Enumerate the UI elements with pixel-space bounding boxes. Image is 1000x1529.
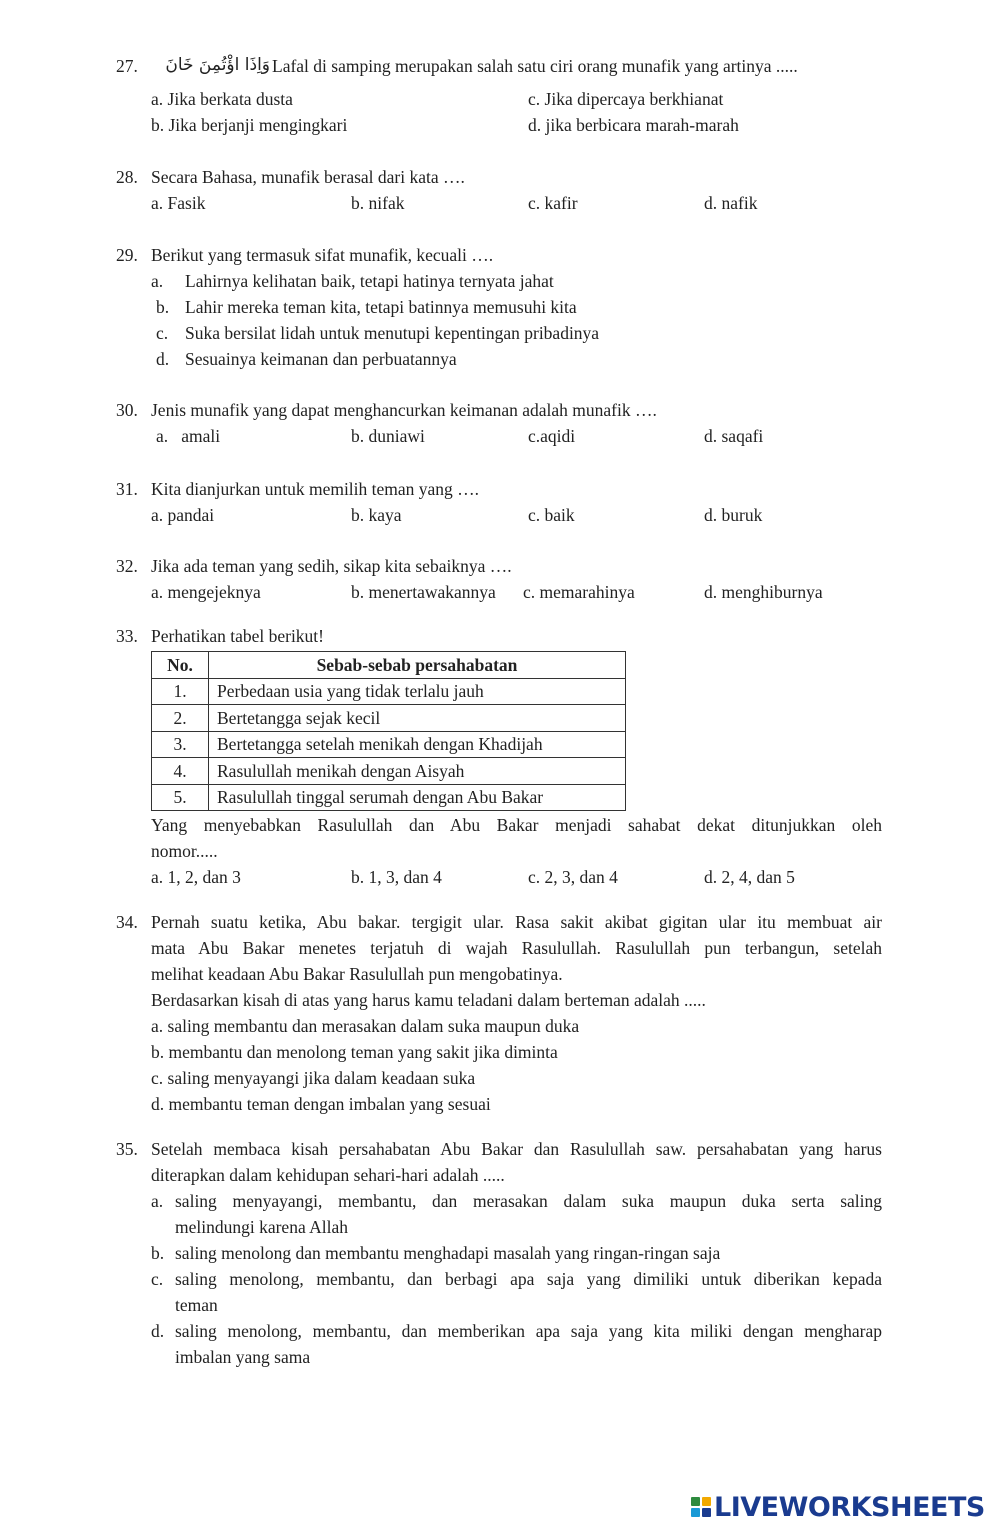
q28-stem: Secara Bahasa, munafik berasal dari kata ….	[151, 167, 465, 187]
q35-option-b-letter: b.	[151, 1243, 165, 1263]
table-header-reason: Sebab-sebab persahabatan	[209, 652, 626, 679]
q34-number: 34.	[116, 912, 138, 932]
table-header-row	[152, 652, 626, 679]
table-row	[152, 758, 626, 785]
q27-option-b: b. Jika berjanji mengingkari	[151, 115, 348, 135]
table-cell-reason: Bertetangga sejak kecil	[209, 705, 626, 732]
q35-line2: diterapkan dalam kehidupan sehari-hari adalah .....	[151, 1165, 505, 1185]
q33-number: 33.	[116, 626, 138, 646]
q33-option-c: c. 2, 3, dan 4	[528, 867, 618, 887]
q31-option-b: b. kaya	[351, 505, 402, 525]
q32-option-a: a. mengejeknya	[151, 582, 261, 602]
q35-option-a-letter: a.	[151, 1191, 164, 1211]
q29-option-c-letter: c.	[156, 323, 169, 343]
q29-option-d-letter: d.	[156, 349, 170, 369]
q27-option-d: d. jika berbicara marah-marah	[528, 115, 739, 135]
q29-stem: Berikut yang termasuk sifat munafik, kecuali ….	[151, 245, 494, 265]
q34-line2: mata Abu Bakar menetes terjatuh di wajah Rasulullah. Rasulullah pun terbangun, setelah	[151, 938, 882, 958]
q35-option-a-line1: saling menyayangi, membantu, dan merasakan dalam suka maupun duka serta saling	[175, 1191, 882, 1211]
q31-stem: Kita dianjurkan untuk memilih teman yang ….	[151, 479, 480, 499]
table-cell-no: 1.	[152, 678, 209, 705]
table-cell-no: 3.	[152, 731, 209, 758]
logo-square-green	[691, 1497, 700, 1506]
table-cell-reason: Rasulullah menikah dengan Aisyah	[209, 758, 626, 785]
q29-option-c: Suka bersilat lidah untuk menutupi kepentingan pribadinya	[185, 323, 600, 343]
q28-option-d: d. nafik	[704, 193, 758, 213]
q31-number: 31.	[116, 479, 138, 499]
q35-number: 35.	[116, 1139, 138, 1159]
table-cell-reason: Bertetangga setelah menikah dengan Khadijah	[209, 731, 626, 758]
q32-stem: Jika ada teman yang sedih, sikap kita sebaiknya ….	[151, 556, 512, 576]
q29-option-d: Sesuainya keimanan dan perbuatannya	[185, 349, 457, 369]
q35-option-d-line2: imbalan yang sama	[175, 1347, 311, 1367]
q29-option-b-letter: b.	[156, 297, 170, 317]
q27-arabic-lafal: وَاِذَا اؤْتُمِنَ خَانَ	[165, 55, 270, 75]
q28-option-b: b. nifak	[351, 193, 405, 213]
q35-line1: Setelah membaca kisah persahabatan Abu Bakar dan Rasulullah saw. persahabatan yang harus	[151, 1139, 882, 1159]
q30-number: 30.	[116, 400, 138, 420]
q28-option-c: c. kafir	[528, 193, 578, 213]
q27-option-c: c. Jika dipercaya berkhianat	[528, 89, 724, 109]
q32-option-d: d. menghiburnya	[704, 582, 823, 602]
q33-option-d: d. 2, 4, dan 5	[704, 867, 795, 887]
table-row	[152, 705, 626, 732]
logo-square-navy	[702, 1508, 711, 1517]
table-cell-reason: Rasulullah tinggal serumah dengan Abu Bakar	[209, 784, 626, 811]
table-cell-no: 4.	[152, 758, 209, 785]
q33-after-line2: nomor.....	[151, 841, 218, 861]
q34-option-b: b. membantu dan menolong teman yang sakit jika diminta	[151, 1042, 558, 1062]
q33-option-b: b. 1, 3, dan 4	[351, 867, 442, 887]
liveworksheets-logo-icon	[691, 1497, 711, 1517]
q30-option-d: d. saqafi	[704, 426, 764, 446]
q33-option-a: a. 1, 2, dan 3	[151, 867, 241, 887]
table-cell-no: 2.	[152, 705, 209, 732]
liveworksheets-logo[interactable]	[691, 1492, 985, 1522]
logo-square-yellow	[702, 1497, 711, 1506]
q32-option-b: b. menertawakannya	[351, 582, 496, 602]
q30-option-c: c.aqidi	[528, 426, 576, 446]
q27-stem: Lafal di samping merupakan salah satu ciri orang munafik yang artinya .....	[272, 56, 798, 76]
q34-line4: Berdasarkan kisah di atas yang harus kamu teladani dalam berteman adalah .....	[151, 990, 706, 1010]
table-cell-no: 5.	[152, 784, 209, 811]
q31-option-a: a. pandai	[151, 505, 215, 525]
q27-number: 27.	[116, 56, 138, 76]
q35-option-c-letter: c.	[151, 1269, 164, 1289]
q34-option-a: a. saling membantu dan merasakan dalam suka maupun duka	[151, 1016, 580, 1036]
q34-line1: Pernah suatu ketika, Abu bakar. tergigit ular. Rasa sakit akibat gigitan ular itu membuat air	[151, 912, 882, 932]
q29-option-a: Lahirnya kelihatan baik, tetapi hatinya ternyata jahat	[185, 271, 554, 291]
liveworksheets-logo-text: LIVEWORKSHEETS	[714, 1491, 985, 1523]
q33-table	[151, 651, 626, 811]
table-row	[152, 678, 626, 705]
q30-option-a: a. amali	[156, 426, 221, 446]
q34-option-c: c. saling menyayangi jika dalam keadaan suka	[151, 1068, 476, 1088]
table-header-no: No.	[152, 652, 209, 679]
q35-option-d-line1: saling menolong, membantu, dan memberikan apa saja yang kita miliki dengan mengharap	[175, 1321, 882, 1341]
q31-option-c: c. baik	[528, 505, 575, 525]
q29-number: 29.	[116, 245, 138, 265]
table-cell-reason: Perbedaan usia yang tidak terlalu jauh	[209, 678, 626, 705]
q35-option-c-line1: saling menolong, membantu, dan berbagi apa saja yang dimiliki untuk diberikan kepada	[175, 1269, 882, 1289]
q30-option-b: b. duniawi	[351, 426, 425, 446]
q29-option-a-letter: a.	[151, 271, 164, 291]
q31-option-d: d. buruk	[704, 505, 763, 525]
q28-number: 28.	[116, 167, 138, 187]
logo-square-cyan	[691, 1508, 700, 1517]
q30-stem: Jenis munafik yang dapat menghancurkan keimanan adalah munafik ….	[151, 400, 657, 420]
q29-option-b: Lahir mereka teman kita, tetapi batinnya memusuhi kita	[185, 297, 577, 317]
q35-option-c-line2: teman	[175, 1295, 218, 1315]
q33-stem: Perhatikan tabel berikut!	[151, 626, 324, 646]
q35-option-d-letter: d.	[151, 1321, 165, 1341]
q27-option-a: a. Jika berkata dusta	[151, 89, 293, 109]
q34-option-d: d. membantu teman dengan imbalan yang sesuai	[151, 1094, 491, 1114]
q35-option-a-line2: melindungi karena Allah	[175, 1217, 349, 1237]
table-row	[152, 784, 626, 811]
q34-line3: melihat keadaan Abu Bakar Rasulullah pun mengobatinya.	[151, 964, 563, 984]
q32-option-c: c. memarahinya	[523, 582, 635, 602]
q28-option-a: a. Fasik	[151, 193, 206, 213]
q32-number: 32.	[116, 556, 138, 576]
table-row	[152, 731, 626, 758]
q35-option-b-line1: saling menolong dan membantu menghadapi masalah yang ringan-ringan saja	[175, 1243, 721, 1263]
q33-after-line1: Yang menyebabkan Rasulullah dan Abu Bakar menjadi sahabat dekat ditunjukkan oleh	[151, 815, 882, 835]
